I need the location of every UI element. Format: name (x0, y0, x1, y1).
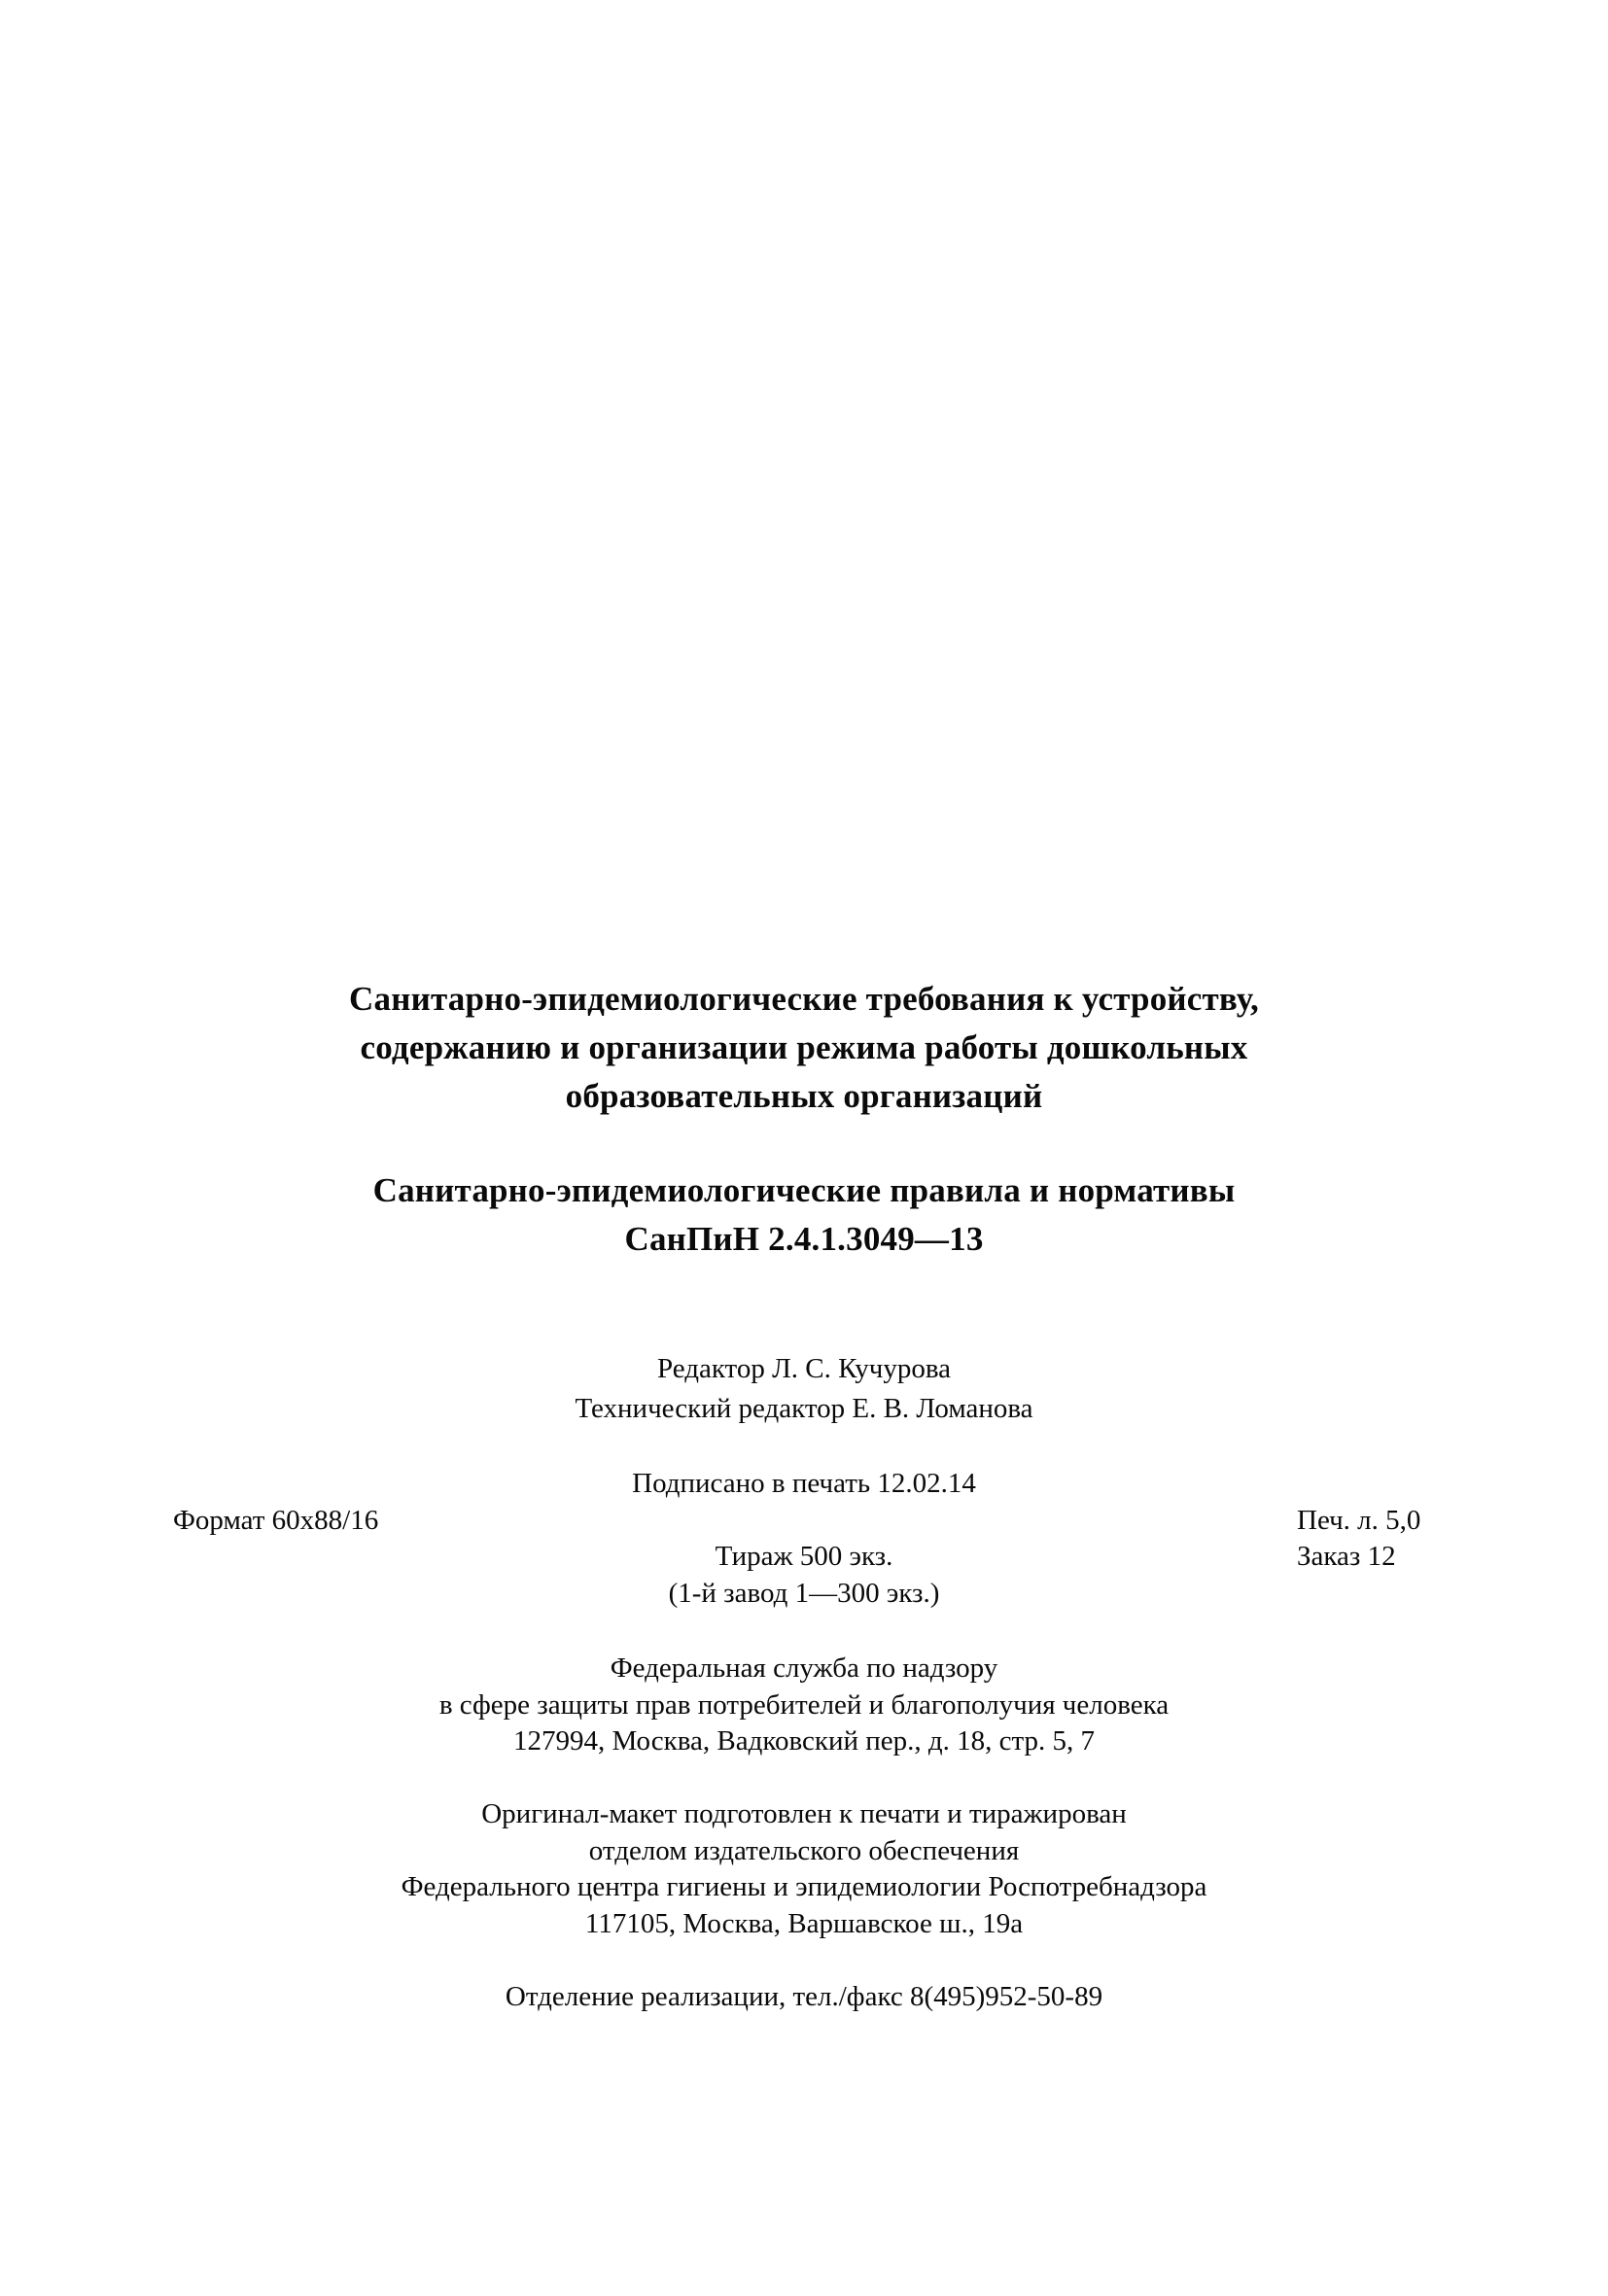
publisher-line-1: Федеральная служба по надзору (610, 1652, 998, 1684)
sales-contact: Отделение реализации, тел./факс 8(495)952-50-89 (505, 1981, 1103, 2012)
title-line-1: Санитарно-эпидемиологические требования к устройству, (349, 980, 1259, 1018)
layout-line-1: Оригинал-макет подготовлен к печати и тиражирован (481, 1798, 1127, 1829)
format-info: Формат 60x88/16 (173, 1505, 379, 1536)
layout-line-2: отделом издательского обеспечения (588, 1835, 1020, 1866)
subtitle-line-2: СанПиН 2.4.1.3049—13 (624, 1220, 984, 1258)
publisher-address: 127994, Москва, Вадковский пер., д. 18, стр. 5, 7 (512, 1725, 1096, 1757)
signed-for-print: Подписано в печать 12.02.14 (632, 1468, 976, 1499)
tech-editor-line: Технический редактор Е. В. Ломанова (575, 1393, 1033, 1424)
layout-line-3: Федерального центра гигиены и эпидемиологии Роспотребнадзора (401, 1871, 1207, 1902)
title-line-2: содержанию и организации режима работы дошкольных (360, 1028, 1248, 1066)
publisher-line-2: в сфере защиты прав потребителей и благополучия человека (438, 1689, 1170, 1721)
order-number: Заказ 12 (1297, 1541, 1396, 1572)
print-run: Тираж 500 экз. (715, 1541, 893, 1572)
first-run: (1-й завод 1—300 экз.) (668, 1578, 940, 1609)
print-sheets: Печ. л. 5,0 (1297, 1505, 1421, 1536)
editor-line: Редактор Л. С. Кучурова (656, 1353, 952, 1384)
subtitle-line-1: Санитарно-эпидемиологические правила и нормативы (372, 1171, 1236, 1209)
title-line-3: образовательных организаций (565, 1077, 1043, 1115)
layout-address: 117105, Москва, Варшавское ш., 19а (584, 1908, 1024, 1939)
